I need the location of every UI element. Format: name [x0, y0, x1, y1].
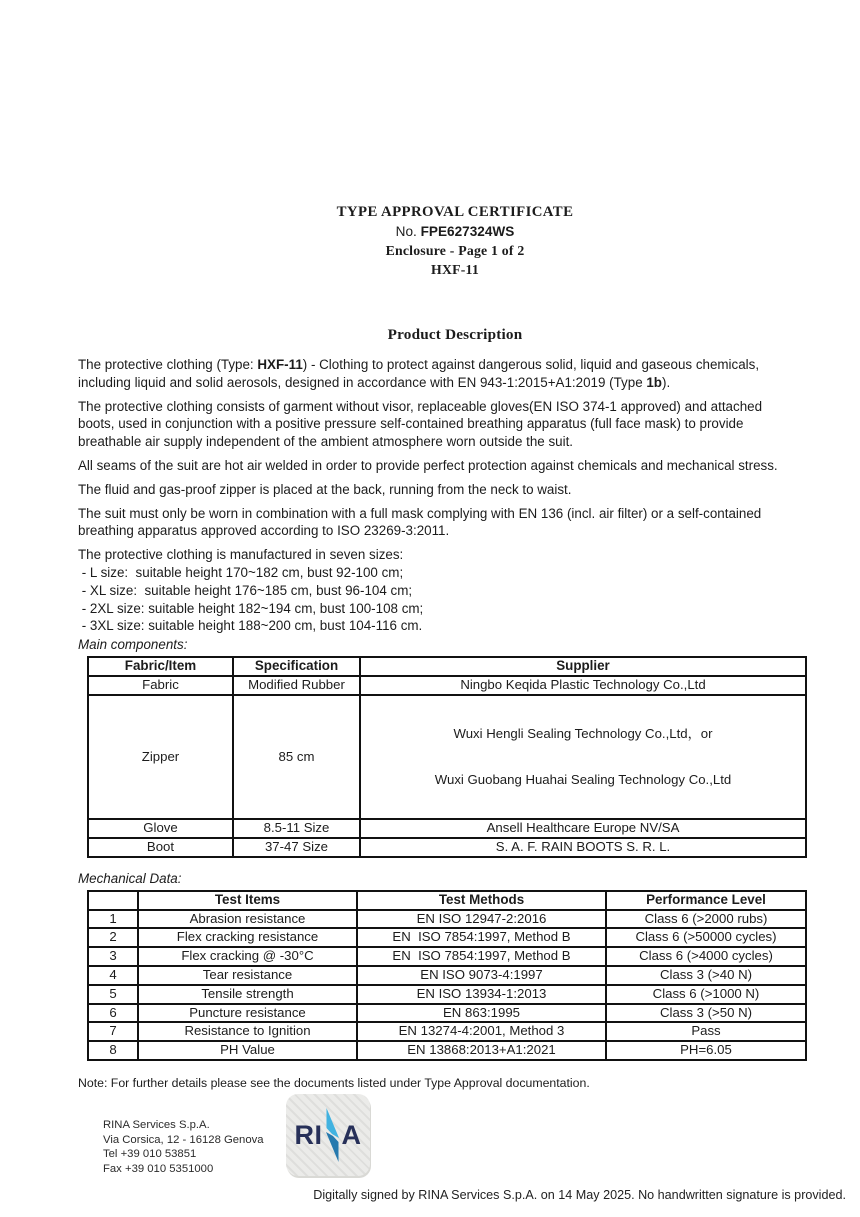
issuer-fax: Fax +39 010 5351000: [103, 1162, 214, 1175]
model-line: HXF-11: [431, 262, 479, 277]
cell-performance: Class 6 (>2000 rubs): [606, 910, 806, 929]
certificate-number: FPE627324WS: [420, 224, 515, 239]
enclosure-page-line: Enclosure - Page 1 of 2: [385, 243, 525, 258]
column-header-fabric-item: Fabric/Item: [88, 657, 233, 676]
table-header-row: [88, 657, 806, 676]
paragraph-type-description: [78, 356, 790, 392]
cell-supplier: Ningbo Keqida Plastic Technology Co.,Ltd: [360, 676, 806, 695]
rina-logo: [286, 1094, 370, 1176]
cell-specification: 37-47 Size: [233, 838, 360, 857]
table-row: [88, 910, 806, 929]
certificate-number-prefix: No.: [395, 224, 421, 239]
issuer-name: RINA Services S.p.A.: [103, 1119, 210, 1131]
cell-test-item: Abrasion resistance: [138, 910, 357, 929]
issuer-street: Via Corsica, 12 - 16128 Genova: [103, 1133, 264, 1146]
cell-performance: PH=6.05: [606, 1041, 806, 1060]
column-header-specification: Specification: [233, 657, 360, 676]
cell-specification: 8.5-11 Size: [233, 819, 360, 838]
cell-test-item: Tensile strength: [138, 985, 357, 1004]
cell-item: Zipper: [88, 695, 233, 820]
document-body: [78, 356, 790, 1093]
table-row-fabric: [88, 676, 806, 695]
cell-index: 8: [88, 1041, 138, 1060]
cell-test-method: EN ISO 13934-1:2013: [357, 985, 606, 1004]
main-components-label: Main components:: [78, 637, 188, 653]
certificate-number-line: [50, 222, 860, 241]
cell-test-method: EN ISO 7854:1997, Method B: [357, 947, 606, 966]
cell-index: 1: [88, 910, 138, 929]
column-header-test-methods: Test Methods: [357, 891, 606, 910]
column-header-performance-level: Performance Level: [606, 891, 806, 910]
table-row-zipper: [88, 695, 806, 820]
table-row: [88, 947, 806, 966]
paragraph-mask: The suit must only be worn in combination with a full mask complying with EN 136 (incl. air filter) or a self-contained breathing apparatus approved according to ISO 23269-3:2011.: [78, 505, 762, 539]
cell-supplier: S. A. F. RAIN BOOTS S. R. L.: [360, 838, 806, 857]
table-row: [88, 1041, 806, 1060]
issuer-tel: Tel +39 010 53851: [103, 1148, 197, 1161]
cell-test-method: EN 863:1995: [357, 1004, 606, 1023]
cell-test-item: Resistance to Ignition: [138, 1022, 357, 1041]
certificate-title: TYPE APPROVAL CERTIFICATE: [336, 204, 574, 220]
paragraph-sizes-intro: The protective clothing is manufactured in seven sizes:: [78, 547, 404, 563]
paragraph-seams: All seams of the suit are hot air welded in order to provide perfect protection against chemicals and mechanical stress.: [78, 457, 778, 473]
type-class: 1b: [646, 374, 662, 390]
cell-performance: Class 3 (>50 N): [606, 1004, 806, 1023]
table-row: [88, 966, 806, 985]
paragraph-zipper: The fluid and gas-proof zipper is placed at the back, running from the neck to waist.: [78, 481, 572, 497]
cell-test-method: EN 13868:2013+A1:2021: [357, 1041, 606, 1060]
cell-index: 2: [88, 928, 138, 947]
digital-signature-note: Digitally signed by RINA Services S.p.A. on 14 May 2025. No handwritten signature is provided.: [313, 1188, 846, 1202]
type-code: HXF-11: [257, 357, 303, 372]
rina-logo-letters-right: A: [341, 1119, 362, 1150]
cell-performance: Class 3 (>40 N): [606, 966, 806, 985]
column-header-supplier: Supplier: [360, 657, 806, 676]
supplier-line-1: Wuxi Hengli Sealing Technology Co.,Ltd，or: [453, 726, 713, 742]
paragraph-1-text: The protective clothing (Type:: [78, 357, 258, 372]
table-row-glove: [88, 819, 806, 838]
table-row: [88, 1004, 806, 1023]
cell-test-item: Puncture resistance: [138, 1004, 357, 1023]
cell-index: 7: [88, 1022, 138, 1041]
paragraph-garment-composition: The protective clothing consists of garment without visor, replaceable gloves(EN ISO 374-1 approved) and attached boots, used in conjunction with a positive pressure self-contained breathing apparatus (full face mask) to provide breathable air supply independent of the ambient atmosphere worn outside the suit.: [78, 398, 763, 450]
table-row-boot: [88, 838, 806, 857]
table-header-row: [88, 891, 806, 910]
cell-test-method: EN 13274-4:2001, Method 3: [357, 1022, 606, 1041]
size-line-xl: - XL size: suitable height 176~185 cm, bust 96-104 cm;: [78, 582, 413, 598]
table-row: [88, 1022, 806, 1041]
cell-specification: Modified Rubber: [233, 676, 360, 695]
size-line-l: - L size: suitable height 170~182 cm, bust 92-100 cm;: [78, 564, 404, 580]
cell-test-item: Tear resistance: [138, 966, 357, 985]
cell-test-item: Flex cracking @ -30°C: [138, 947, 357, 966]
size-line-3xl: - 3XL size: suitable height 188~200 cm, bust 104-116 cm.: [78, 618, 423, 634]
rina-logo-letters-left: RI: [294, 1119, 323, 1150]
cell-index: 5: [88, 985, 138, 1004]
section-title: Product Description: [387, 326, 523, 343]
mechanical-data-table: [87, 890, 807, 1061]
size-line-2xl: - 2XL size: suitable height 182~194 cm, bust 100-108 cm;: [78, 600, 424, 616]
cell-performance: Class 6 (>4000 cycles): [606, 947, 806, 966]
mechanical-data-label: Mechanical Data:: [78, 870, 182, 886]
cell-index: 6: [88, 1004, 138, 1023]
main-components-table: [87, 656, 807, 858]
cell-test-method: EN ISO 7854:1997, Method B: [357, 928, 606, 947]
cell-item: Glove: [88, 819, 233, 838]
cell-item: Boot: [88, 838, 233, 857]
cell-test-method: EN ISO 12947-2:2016: [357, 910, 606, 929]
cell-supplier: Ansell Healthcare Europe NV/SA: [360, 819, 806, 838]
cell-performance: Pass: [606, 1022, 806, 1041]
cell-specification: 85 cm: [233, 695, 360, 820]
table-row: [88, 928, 806, 947]
cell-supplier: [360, 695, 806, 820]
cell-index: 3: [88, 947, 138, 966]
cell-item: Fabric: [88, 676, 233, 695]
cell-test-item: Flex cracking resistance: [138, 928, 357, 947]
issuer-address: [103, 1118, 264, 1176]
rina-bolt-icon: [324, 1108, 341, 1162]
column-header-index: [88, 891, 138, 910]
cell-performance: Class 6 (>1000 N): [606, 985, 806, 1004]
cell-test-method: EN ISO 9073-4:1997: [357, 966, 606, 985]
certificate-header: [50, 203, 860, 279]
paragraph-1-text-2: ) - Clothing to protect against dangerous solid, liquid and gaseous chemicals, including liquid and solid aerosols, designed in accordance with EN 943-1:2015+A1:2019 (Type: [78, 357, 760, 390]
supplier-line-2: Wuxi Guobang Huahai Sealing Technology Co.,Ltd: [434, 771, 732, 787]
table-row: [88, 985, 806, 1004]
cell-index: 4: [88, 966, 138, 985]
cell-test-item: PH Value: [138, 1041, 357, 1060]
note-text: Note: For further details please see the documents listed under Type Approval documentation.: [78, 1075, 590, 1090]
cell-performance: Class 6 (>50000 cycles): [606, 928, 806, 947]
column-header-test-items: Test Items: [138, 891, 357, 910]
paragraph-1-text-3: ).: [662, 374, 671, 390]
